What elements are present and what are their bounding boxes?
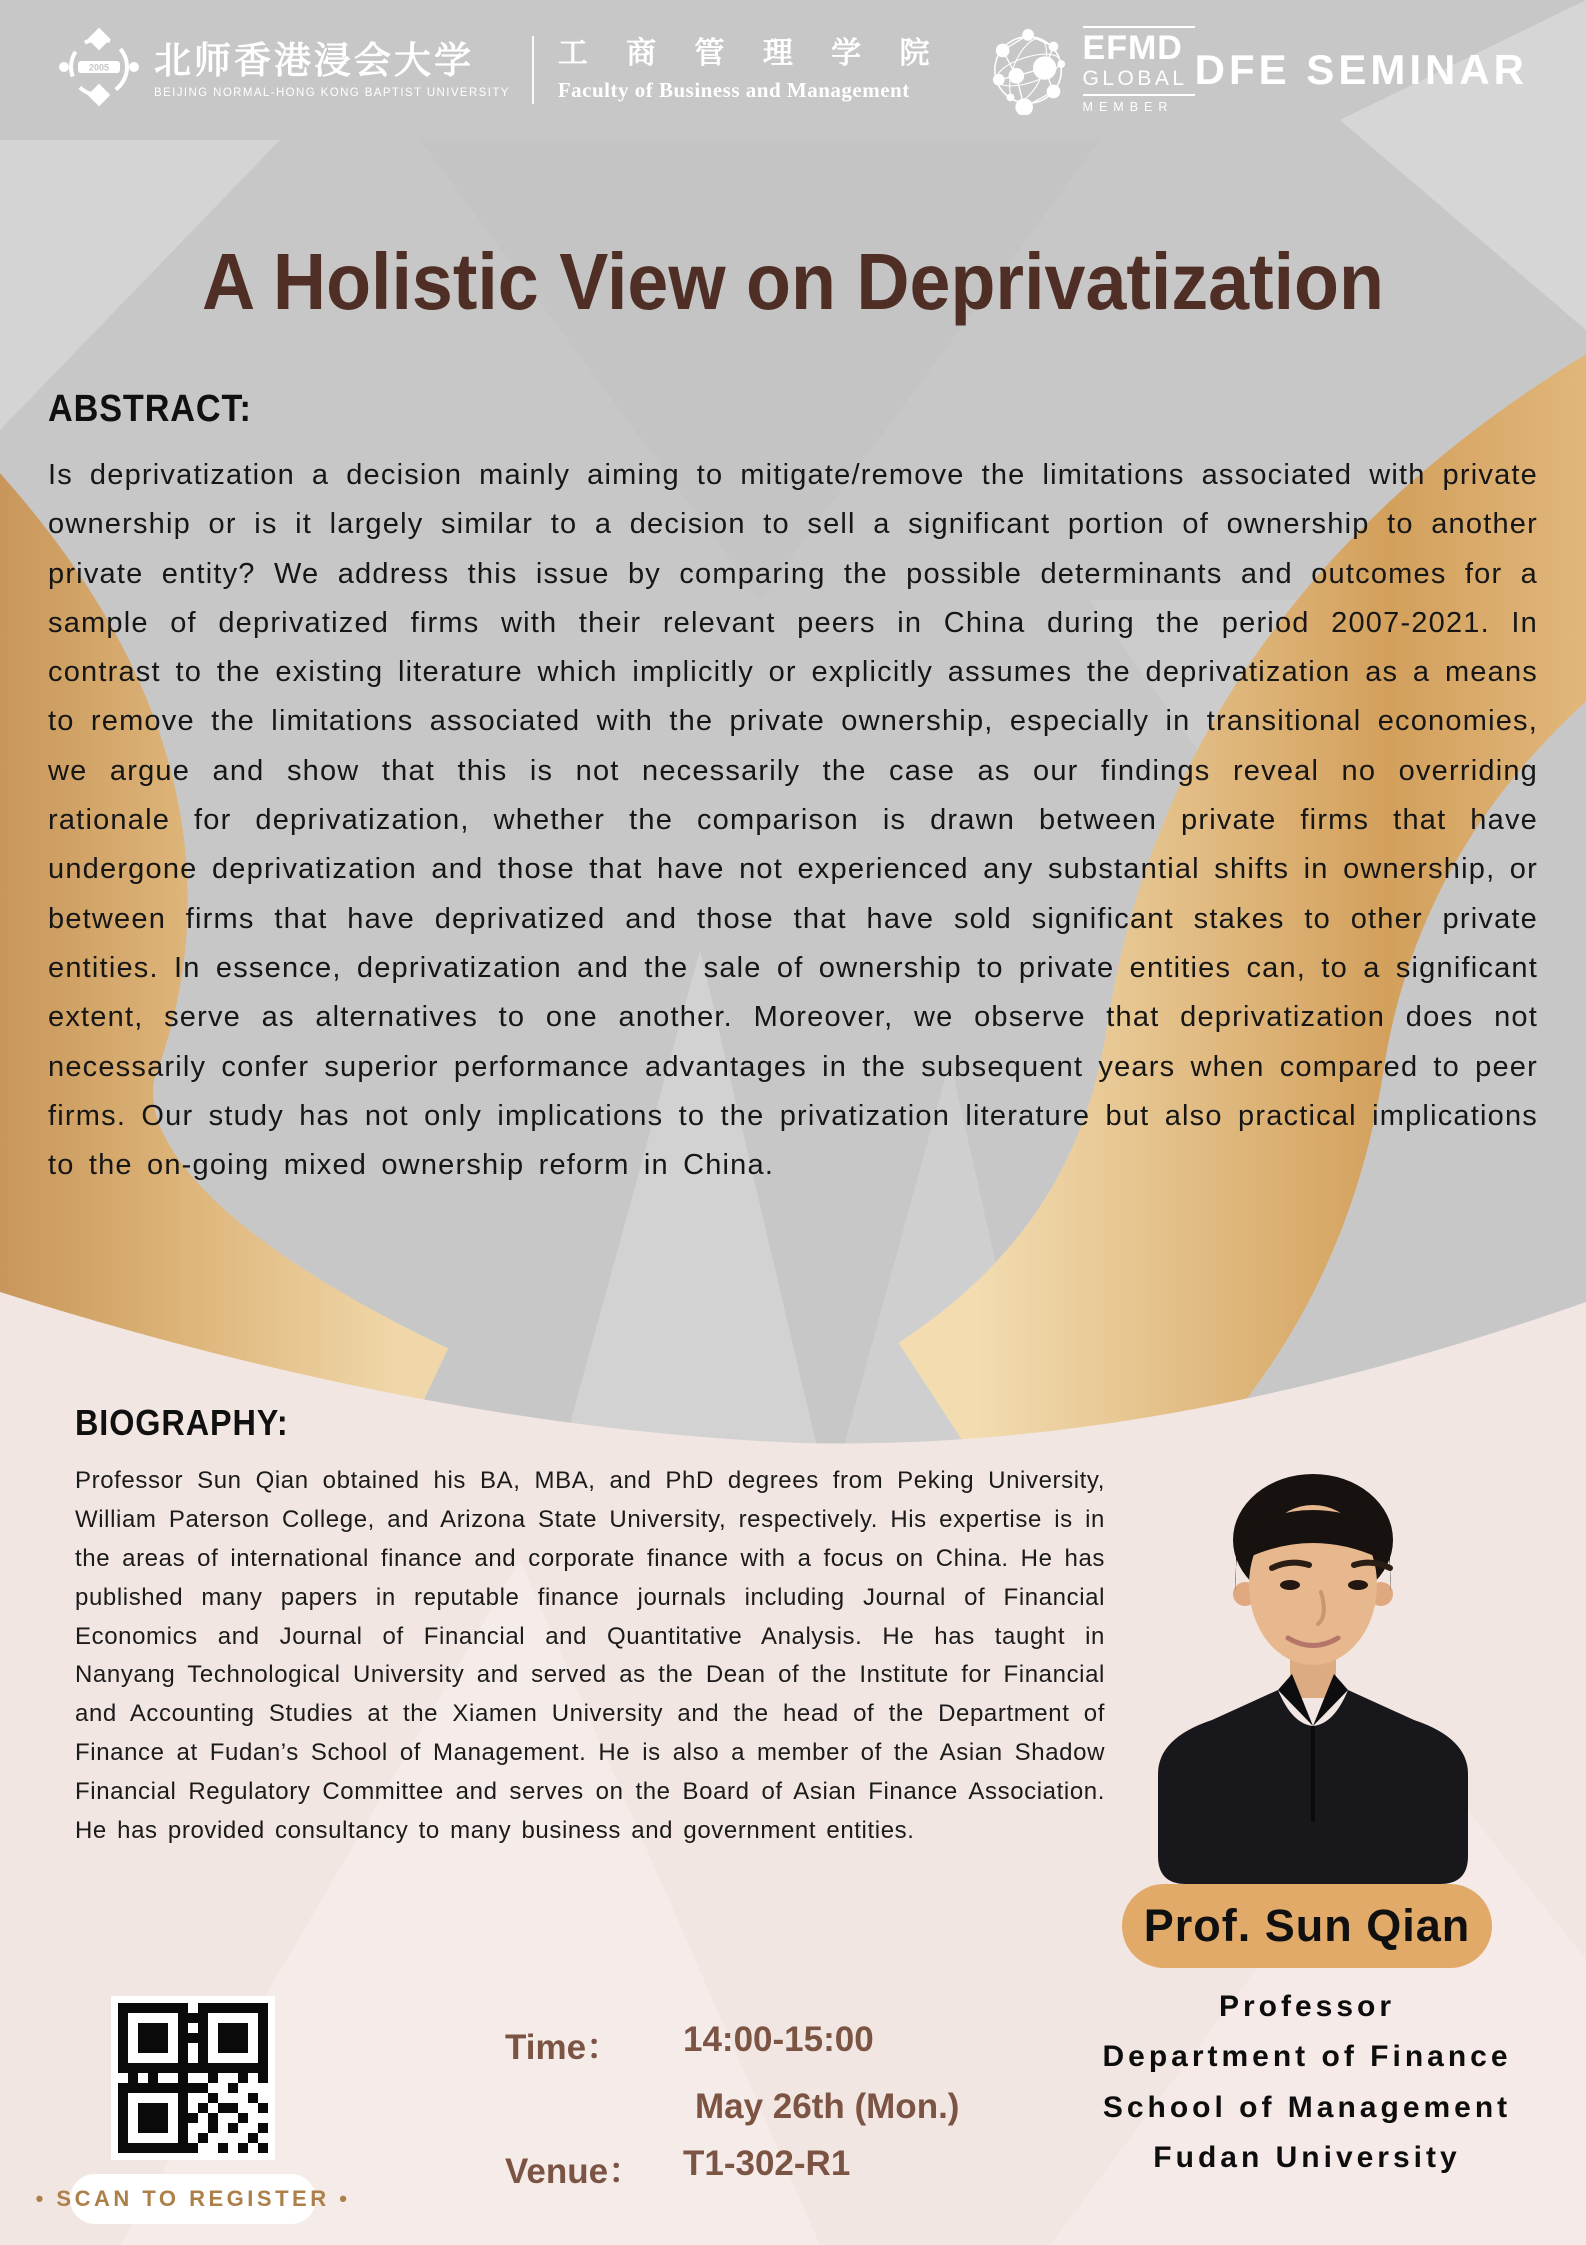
speaker-titles (1050, 1982, 1564, 2184)
biography-text: Professor Sun Qian obtained his BA, MBA, and PhD degrees from Peking University, William Paterson College, and Arizona State University, respectively. His expertise is in the areas of international finance and corporate finance with a focus on China. He has published many papers in reputable finance journals including Journal of Financial Economics and Journal of Financial and Quantitative Analysis. He has taught in Nanyang Technological University and served as the Dean of the Institute for Financial and Accounting Studies at the Xiamen University and the head of the Department of Finance at Fudan’s School of Management. He is also a member of the Asian Shadow Financial Regulatory Committee and serves on the Board of Asian Finance Association. He has provided consultancy to many business and government entities. (75, 1467, 1105, 1844)
efmd-rule-bottom (1083, 94, 1195, 96)
efmd-wordmark (1083, 26, 1195, 114)
university-brand (58, 27, 510, 113)
abstract-section (48, 388, 1538, 1190)
university-logo (58, 27, 140, 113)
qr-code (111, 1996, 275, 2160)
scan-to-register-pill: • SCAN TO REGISTER • (70, 2174, 316, 2224)
biography-heading: BIOGRAPHY: (75, 1402, 289, 1443)
speaker-photo (1140, 1422, 1486, 1884)
efmd-network-icon (989, 25, 1073, 115)
event-details (505, 2020, 959, 2211)
venue-value: T1-302-R1 (683, 2144, 851, 2183)
faculty-name-cn: 工 商 管 理 学 院 (557, 37, 945, 70)
date-label-spacer (505, 2087, 665, 2127)
speaker-title-line: Department of Finance (1102, 2040, 1512, 2074)
header-divider (532, 36, 534, 104)
seminar-series-label: DFE SEMINAR (1194, 46, 1528, 93)
efmd-line1: EFMD (1082, 29, 1183, 68)
speaker-title-line: School of Management (1102, 2090, 1512, 2124)
university-name-cn: 北师香港浸会大学 (154, 40, 474, 82)
registration-block (35, 1996, 351, 2224)
venue-label: Venue： (505, 2152, 644, 2191)
event-time-row (505, 2020, 959, 2070)
abstract-heading: ABSTRACT: (48, 388, 252, 430)
speaker-title-line: Fudan University (1153, 2141, 1461, 2175)
efmd-line2: GLOBAL (1082, 66, 1188, 90)
speaker-name-badge: Prof. Sun Qian (1122, 1884, 1492, 1968)
efmd-member-badge (989, 25, 1195, 115)
university-name-en: BEIJING NORMAL-HONG KONG BAPTIST UNIVERSITY (154, 86, 510, 99)
abstract-text: Is deprivatization a decision mainly aiming to mitigate/remove the limitations associated with private ownership or is it largely similar to a decision to sell a significant portion of ownership to another private entity? We address this issue by comparing the possible determinants and outcomes for a sample of deprivatized firms with their relevant peers in China during the period 2007-2021. In contrast to the existing literature which implicitly or explicitly assumes the deprivatization as a means to remove the limitations associated with the private ownership, especially in transitional economies, we argue and show that this is not necessarily the case as our findings reveal no overriding rationale for deprivatization, whether the comparison is drawn between private firms that have undergone deprivatization and those that have not experienced any substantial shifts in ownership, or between firms that have deprivatized and those that have sold significant stakes to other private entities. In essence, deprivatization and the sale of ownership to private entities can, to a significant extent, serve as alternatives to one another. Moreover, we observe that deprivatization does not necessarily confer superior performance advantages in the subsequent years when compared to peer firms. Our study has not only implications to the privatization literature but also practical implications to the on-going mixed ownership reform in China. (48, 459, 1538, 1182)
date-value: May 26th (Mon.) (695, 2087, 960, 2126)
faculty-brand (558, 37, 945, 103)
event-date-row (505, 2087, 959, 2127)
biography-section (75, 1402, 1105, 1851)
efmd-rule-top (1083, 26, 1195, 28)
efmd-line3: MEMBER (1082, 99, 1174, 114)
poster-title: A Holistic View on Deprivatization (202, 237, 1384, 326)
time-value: 14:00-15:00 (683, 2020, 874, 2059)
logo-year: 2005 (88, 62, 110, 73)
event-venue-row (505, 2144, 959, 2194)
time-label: Time： (505, 2028, 622, 2067)
faculty-name-en: Faculty of Business and Management (557, 78, 910, 102)
header (0, 0, 1586, 140)
university-names (154, 41, 510, 99)
qr-code-pattern (118, 2003, 268, 2153)
speaker-title-line: Professor (1218, 1990, 1396, 2023)
